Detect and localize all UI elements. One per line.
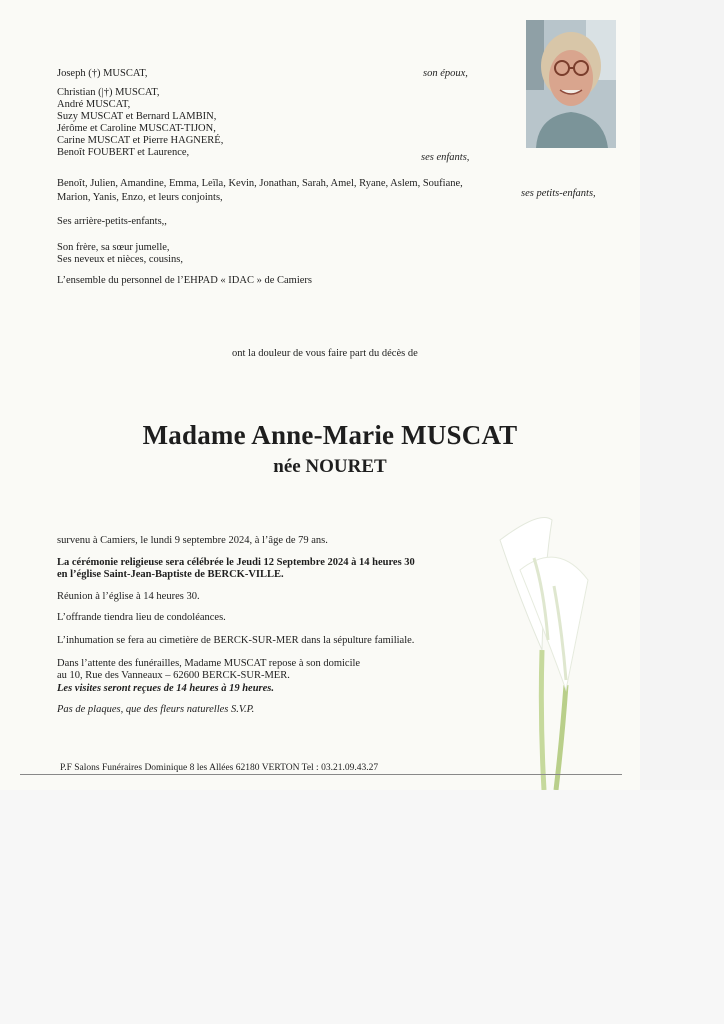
funeral-home-footer: P.F Salons Funéraires Dominique 8 les Allées 62180 VERTON Tel : 03.21.09.43.27 [60,763,379,773]
child-name: Carine MUSCAT et Pierre HAGNERÉ, [57,135,224,146]
blank-page-area [0,790,724,1024]
child-name: André MUSCAT, [57,99,131,110]
death-details: survenu à Camiers, le lundi 9 septembre 2024, à l’âge de 79 ans. [57,535,328,546]
children-role: ses enfants, [421,152,470,163]
maiden-name: née NOURET [273,456,387,477]
siblings-line: Son frère, sa sœur jumelle, [57,242,170,253]
calla-lily-illustration [470,500,620,790]
spouse-name: Joseph (†) MUSCAT, [57,68,148,79]
child-name: Suzy MUSCAT et Bernard LAMBIN, [57,111,217,122]
ceremony-line-1: La cérémonie religieuse sera célébrée le Jeudi 12 Septembre 2024 à 14 heures 30 [57,557,415,568]
burial-line: L’inhumation se fera au cimetière de BERCK-SUR-MER dans la sépulture familiale. [57,635,415,646]
portrait-photo [526,20,616,148]
child-name: Benoît FOUBERT et Laurence, [57,147,190,158]
staff-line: L’ensemble du personnel de l’EHPAD « IDAC » de Camiers [57,275,312,286]
great-grandchildren: Ses arrière-petits-enfants,, [57,216,167,227]
footer-divider [20,774,622,775]
rest-line-2: au 10, Rue des Vanneaux – 62600 BERCK-SUR-MER. [57,670,290,681]
deceased-name: Madame Anne-Marie MUSCAT [142,420,518,450]
grandchildren-role: ses petits-enfants, [521,188,596,199]
child-name: Christian (|†) MUSCAT, [57,87,160,98]
child-name: Jérôme et Caroline MUSCAT-TIJON, [57,123,216,134]
children-list [57,87,223,159]
spouse-role: son époux, [423,68,468,79]
offering-line: L’offrande tiendra lieu de condoléances. [57,612,226,623]
flowers-line: Pas de plaques, que des fleurs naturelles S.V.P. [57,704,255,715]
announcement: ont la douleur de vous faire part du décès de [232,348,418,359]
meeting-line: Réunion à l’église à 14 heures 30. [57,591,200,602]
grandchildren-names: Benoît, Julien, Amandine, Emma, Leïla, Kevin, Jonathan, Sarah, Amel, Ryane, Aslem, Soufiane, Marion, Yanis, Enzo, et leurs conjoints, [57,178,463,203]
ceremony-line-2: en l’église Saint-Jean-Baptiste de BERCK-VILLE. [57,569,284,580]
rest-line-1: Dans l’attente des funérailles, Madame MUSCAT repose à son domicile [57,658,361,669]
relatives-line: Ses neveux et nièces, cousins, [57,254,183,265]
visits-line: Les visites seront reçues de 14 heures à 19 heures. [57,683,274,694]
